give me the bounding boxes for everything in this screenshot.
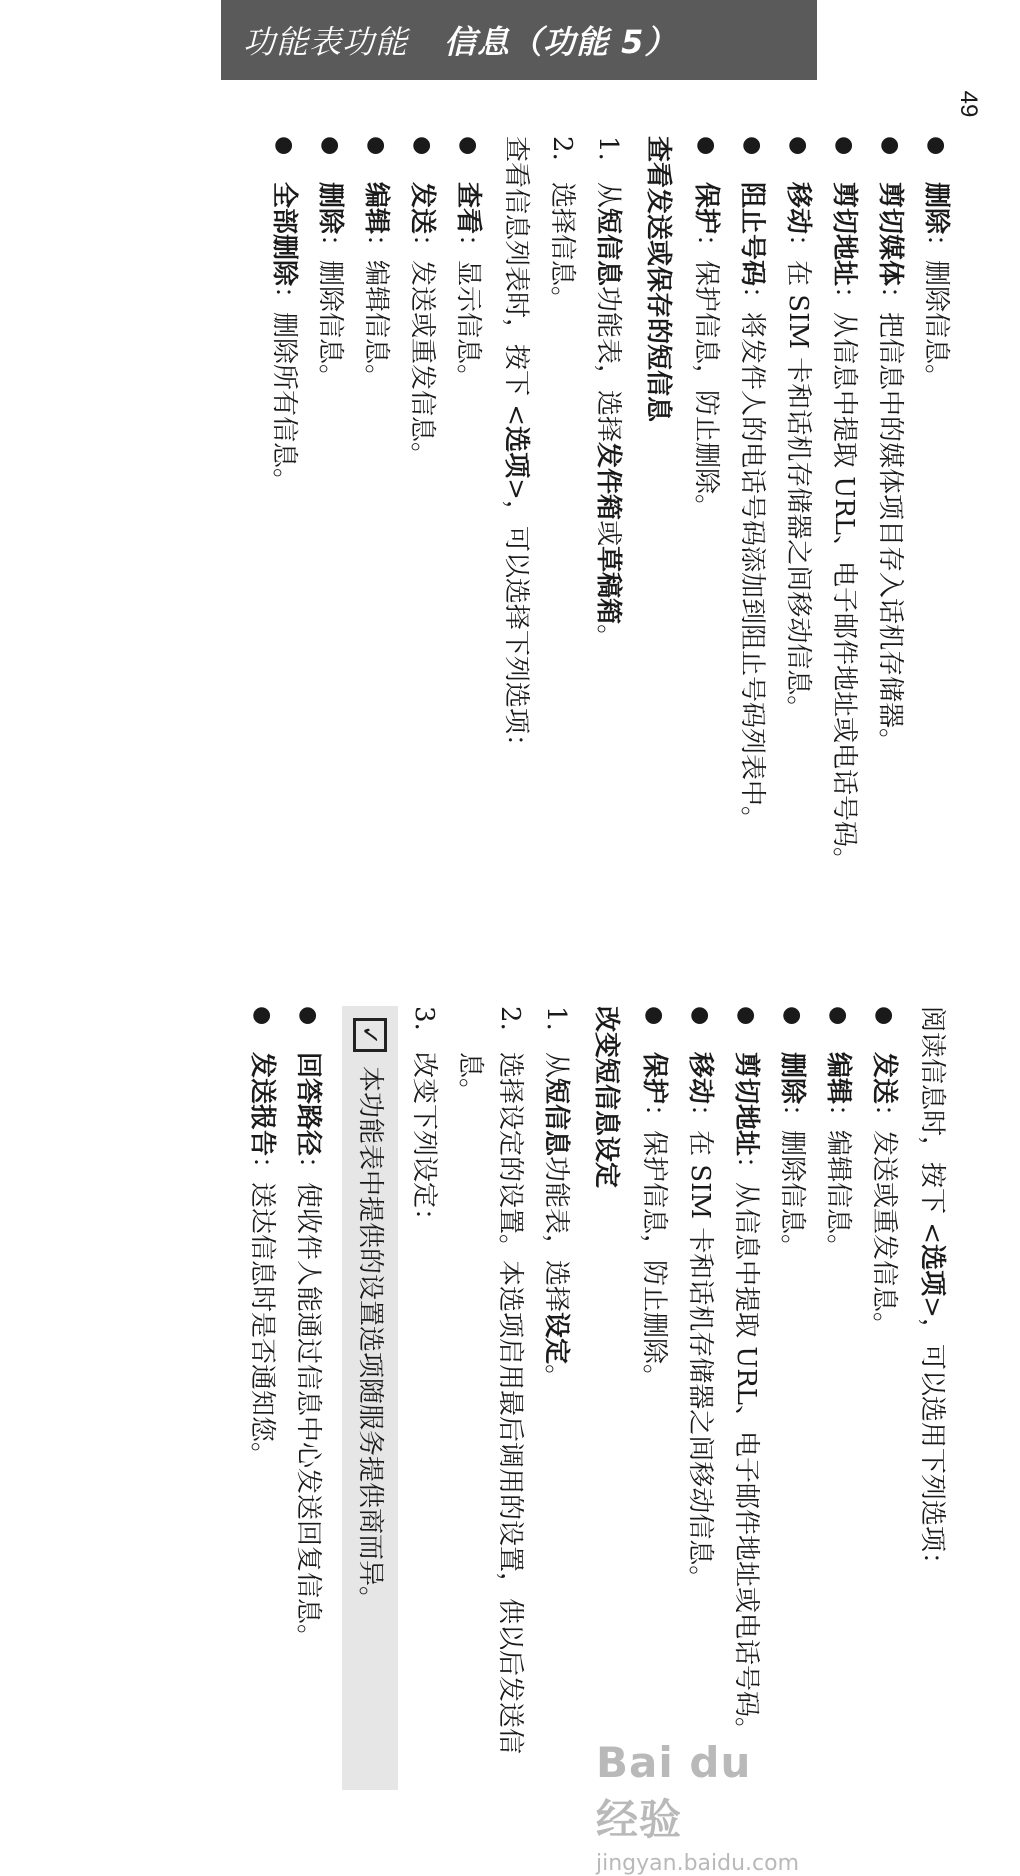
page-body bbox=[116, 136, 956, 1796]
bullet-icon: ● bbox=[272, 136, 297, 156]
bullet-icon: ● bbox=[688, 1006, 713, 1026]
bullet-icon: ● bbox=[642, 1006, 667, 1026]
page-header bbox=[221, 0, 817, 80]
step-item: 3. 改变下列设定： bbox=[409, 1006, 439, 1235]
bullet-icon: ● bbox=[924, 136, 949, 156]
list-item: ● 发送报告：送达信息时是否通知您。 bbox=[242, 1006, 282, 1796]
options-intro: 查看信息列表时，按下 <选项>，可以选择下列选项： bbox=[501, 136, 531, 760]
list-item: ● 编辑：编辑信息。 bbox=[818, 1006, 858, 1796]
header-title: 信息（功能 5） bbox=[444, 23, 678, 61]
bullet-icon: ● bbox=[878, 136, 903, 156]
note-text: 本功能表中提供的设置选项随服务提供商而异。 bbox=[355, 1066, 385, 1613]
options-intro: 阅读信息时，按下 <选项>，可以选用下列选项： bbox=[917, 1006, 947, 1578]
list-item: ● 剪切媒体：把信息中的媒体项目存入话机存储器。 bbox=[870, 136, 910, 926]
bullet-icon: ● bbox=[826, 1006, 851, 1026]
bullet-icon: ● bbox=[740, 136, 765, 156]
list-item: ● 查看：显示信息。 bbox=[448, 136, 488, 926]
bullet-icon: ● bbox=[364, 136, 389, 156]
bullet-icon: ● bbox=[734, 1006, 759, 1026]
left-column bbox=[258, 136, 956, 926]
step-item: 2. 选择信息。 bbox=[547, 136, 577, 313]
list-item: ● 发送：发送或重发信息。 bbox=[402, 136, 442, 926]
bullet-icon: ● bbox=[780, 1006, 805, 1026]
list-item: ● 删除：删除信息。 bbox=[310, 136, 350, 926]
step-item: 2. 选择设定的设置。本选项启用最后调用的设置，供以后发送信息。 bbox=[455, 1006, 525, 1755]
list-item: ● 剪切地址：从信息中提取 URL、电子邮件地址或电话号码。 bbox=[824, 136, 864, 926]
list-item: ● 保护：保护信息，防止删除。 bbox=[686, 136, 726, 926]
bullet-icon: ● bbox=[786, 136, 811, 156]
list-item: ● 删除：删除信息。 bbox=[916, 136, 956, 926]
step-item: 1. 从短信息功能表，选择设定。 bbox=[541, 1006, 571, 1391]
list-item: ● 保护：保护信息，防止删除。 bbox=[634, 1006, 674, 1796]
checkmark-note-icon: ✓ bbox=[353, 1018, 387, 1052]
bullet-icon: ● bbox=[694, 136, 719, 156]
bullet-icon: ● bbox=[832, 136, 857, 156]
list-item: ● 全部删除：删除所有信息。 bbox=[264, 136, 304, 926]
section-heading: 查看发送或保存的短信息 bbox=[643, 136, 673, 423]
watermark-logo: Bai du 经验 bbox=[596, 1738, 752, 1844]
list-item: ● 编辑：编辑信息。 bbox=[356, 136, 396, 926]
bullet-icon: ● bbox=[250, 1006, 275, 1026]
watermark bbox=[596, 1738, 800, 1876]
list-item: ● 移动：在 SIM 卡和话机存储器之间移动信息。 bbox=[778, 136, 818, 926]
bullet-icon: ● bbox=[318, 136, 343, 156]
section-heading: 改变短信息设定 bbox=[591, 1006, 621, 1189]
step-item: 1. 从短信息功能表，选择发件箱或草稿箱。 bbox=[593, 136, 623, 651]
right-column bbox=[236, 1006, 956, 1796]
page-number: 49 bbox=[955, 90, 982, 118]
list-item: ● 回答路径：使收件人能通过信息中心发送回复信息。 bbox=[288, 1006, 328, 1796]
watermark-url: jingyan.baidu.com bbox=[596, 1851, 800, 1876]
header-prefix: 功能表功能 bbox=[243, 23, 409, 61]
list-item: ● 移动：在 SIM 卡和话机存储器之间移动信息。 bbox=[680, 1006, 720, 1796]
list-item: ● 剪切地址：从信息中提取 URL、电子邮件地址或电话号码。 bbox=[726, 1006, 766, 1796]
list-item: ● 发送：发送或重发信息。 bbox=[864, 1006, 904, 1796]
bullet-icon: ● bbox=[410, 136, 435, 156]
bullet-icon: ● bbox=[872, 1006, 897, 1026]
bullet-icon: ● bbox=[296, 1006, 321, 1026]
list-item: ● 阻止号码：将发件人的电话号码添加到阻止号码列表中。 bbox=[732, 136, 772, 926]
note-box bbox=[342, 1006, 398, 1790]
bullet-icon: ● bbox=[456, 136, 481, 156]
list-item: ● 删除：删除信息。 bbox=[772, 1006, 812, 1796]
